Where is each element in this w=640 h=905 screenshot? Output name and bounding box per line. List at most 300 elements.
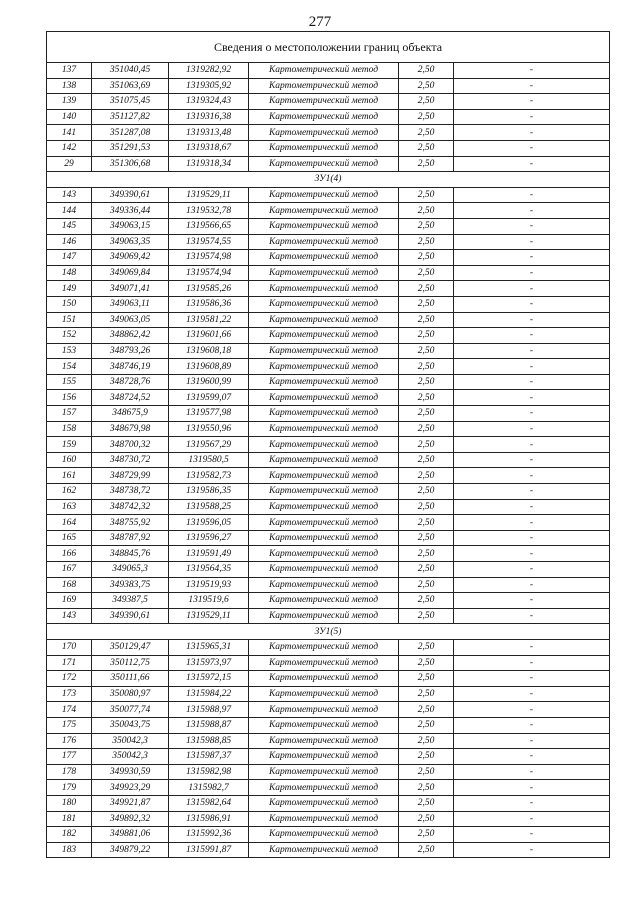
coord-y: 1319318,34 — [169, 156, 249, 172]
mt-cell: 2,50 — [399, 187, 454, 203]
point-number: 177 — [47, 749, 92, 765]
point-number: 155 — [47, 374, 92, 390]
mt-cell: 2,50 — [399, 780, 454, 796]
method-cell: Картометрический метод — [249, 187, 399, 203]
description-cell: - — [454, 328, 610, 344]
coord-x: 348729,99 — [92, 468, 169, 484]
table-row — [47, 827, 610, 843]
table-row — [47, 577, 610, 593]
table-row — [47, 639, 610, 655]
mt-cell: 2,50 — [399, 296, 454, 312]
method-cell: Картометрический метод — [249, 733, 399, 749]
point-number: 183 — [47, 842, 92, 858]
coord-y: 1319582,73 — [169, 468, 249, 484]
coord-y: 1319580,5 — [169, 452, 249, 468]
coord-x: 349063,11 — [92, 296, 169, 312]
table-row — [47, 733, 610, 749]
coord-y: 1319529,11 — [169, 608, 249, 624]
coord-x: 348862,42 — [92, 328, 169, 344]
coord-x: 348724,52 — [92, 390, 169, 406]
mt-cell: 2,50 — [399, 842, 454, 858]
coord-x: 348742,32 — [92, 499, 169, 515]
method-cell: Картометрический метод — [249, 686, 399, 702]
coord-y: 1319586,36 — [169, 296, 249, 312]
description-cell: - — [454, 421, 610, 437]
mt-cell: 2,50 — [399, 593, 454, 609]
point-number: 182 — [47, 827, 92, 843]
mt-cell: 2,50 — [399, 452, 454, 468]
coord-y: 1319550,96 — [169, 421, 249, 437]
table-row — [47, 515, 610, 531]
coord-y: 1319599,07 — [169, 390, 249, 406]
point-number: 138 — [47, 78, 92, 94]
coord-y: 1319577,98 — [169, 406, 249, 422]
table-row — [47, 187, 610, 203]
table-row — [47, 655, 610, 671]
coord-x: 349063,05 — [92, 312, 169, 328]
method-cell: Картометрический метод — [249, 764, 399, 780]
mt-cell: 2,50 — [399, 406, 454, 422]
point-number: 152 — [47, 328, 92, 344]
coord-x: 349387,5 — [92, 593, 169, 609]
method-cell: Картометрический метод — [249, 717, 399, 733]
coord-y: 1319566,65 — [169, 218, 249, 234]
table-row — [47, 811, 610, 827]
description-cell: - — [454, 94, 610, 110]
method-cell: Картометрический метод — [249, 437, 399, 453]
coord-x: 349390,61 — [92, 187, 169, 203]
mt-cell: 2,50 — [399, 250, 454, 266]
point-number: 145 — [47, 218, 92, 234]
description-cell: - — [454, 374, 610, 390]
description-cell: - — [454, 390, 610, 406]
coord-y: 1319588,25 — [169, 499, 249, 515]
coord-y: 1319574,55 — [169, 234, 249, 250]
coord-y: 1319591,49 — [169, 546, 249, 562]
mt-cell: 2,50 — [399, 109, 454, 125]
mt-cell: 2,50 — [399, 749, 454, 765]
coord-x: 351291,53 — [92, 140, 169, 156]
description-cell: - — [454, 484, 610, 500]
coord-x: 349063,35 — [92, 234, 169, 250]
mt-cell: 2,50 — [399, 63, 454, 79]
coord-x: 351063,69 — [92, 78, 169, 94]
coord-y: 1315982,98 — [169, 764, 249, 780]
description-cell: - — [454, 795, 610, 811]
description-cell: - — [454, 562, 610, 578]
mt-cell: 2,50 — [399, 764, 454, 780]
point-number: 159 — [47, 437, 92, 453]
point-number: 29 — [47, 156, 92, 172]
method-cell: Картометрический метод — [249, 655, 399, 671]
mt-cell: 2,50 — [399, 94, 454, 110]
method-cell: Картометрический метод — [249, 140, 399, 156]
method-cell: Картометрический метод — [249, 468, 399, 484]
coord-y: 1315965,31 — [169, 639, 249, 655]
table-row — [47, 686, 610, 702]
point-number: 160 — [47, 452, 92, 468]
coord-y: 1319596,05 — [169, 515, 249, 531]
description-cell: - — [454, 733, 610, 749]
point-number: 141 — [47, 125, 92, 141]
mt-cell: 2,50 — [399, 390, 454, 406]
point-number: 147 — [47, 250, 92, 266]
table-row — [47, 250, 610, 266]
table-row — [47, 702, 610, 718]
method-cell: Картометрический метод — [249, 63, 399, 79]
mt-cell: 2,50 — [399, 140, 454, 156]
coord-x: 349879,22 — [92, 842, 169, 858]
coord-x: 348787,92 — [92, 530, 169, 546]
coord-x: 348679,98 — [92, 421, 169, 437]
coord-y: 1319532,78 — [169, 203, 249, 219]
coord-x: 349921,87 — [92, 795, 169, 811]
mt-cell: 2,50 — [399, 312, 454, 328]
method-cell: Картометрический метод — [249, 109, 399, 125]
coord-x: 350043,75 — [92, 717, 169, 733]
mt-cell: 2,50 — [399, 218, 454, 234]
point-number: 157 — [47, 406, 92, 422]
description-cell: - — [454, 780, 610, 796]
method-cell: Картометрический метод — [249, 390, 399, 406]
point-number: 172 — [47, 671, 92, 687]
mt-cell: 2,50 — [399, 78, 454, 94]
coord-x: 350129,47 — [92, 639, 169, 655]
point-number: 146 — [47, 234, 92, 250]
coord-x: 349923,29 — [92, 780, 169, 796]
table-row — [47, 593, 610, 609]
coord-x: 348700,32 — [92, 437, 169, 453]
description-cell: - — [454, 499, 610, 515]
coord-y: 1319585,26 — [169, 281, 249, 297]
coord-x: 350042,3 — [92, 733, 169, 749]
coord-x: 348675,9 — [92, 406, 169, 422]
point-number: 161 — [47, 468, 92, 484]
coord-x: 349892,32 — [92, 811, 169, 827]
point-number: 174 — [47, 702, 92, 718]
table-row — [47, 764, 610, 780]
coord-x: 351075,45 — [92, 94, 169, 110]
table-title-row — [47, 32, 610, 63]
description-cell: - — [454, 109, 610, 125]
coord-y: 1315988,97 — [169, 702, 249, 718]
description-cell: - — [454, 156, 610, 172]
description-cell: - — [454, 343, 610, 359]
coord-x: 348755,92 — [92, 515, 169, 531]
coord-x: 349065,3 — [92, 562, 169, 578]
mt-cell: 2,50 — [399, 125, 454, 141]
method-cell: Картометрический метод — [249, 218, 399, 234]
coord-x: 349069,84 — [92, 265, 169, 281]
description-cell: - — [454, 842, 610, 858]
point-number: 162 — [47, 484, 92, 500]
description-cell: - — [454, 312, 610, 328]
table-row — [47, 421, 610, 437]
mt-cell: 2,50 — [399, 562, 454, 578]
coord-y: 1319316,38 — [169, 109, 249, 125]
point-number: 176 — [47, 733, 92, 749]
method-cell: Картометрический метод — [249, 593, 399, 609]
coord-y: 1315972,15 — [169, 671, 249, 687]
coord-y: 1315986,91 — [169, 811, 249, 827]
method-cell: Картометрический метод — [249, 296, 399, 312]
method-cell: Картометрический метод — [249, 203, 399, 219]
description-cell: - — [454, 452, 610, 468]
coord-y: 1315973,97 — [169, 655, 249, 671]
table-row — [47, 94, 610, 110]
table-row — [47, 156, 610, 172]
point-number: 169 — [47, 593, 92, 609]
coord-x: 349336,44 — [92, 203, 169, 219]
coord-x: 348793,26 — [92, 343, 169, 359]
table-row — [47, 328, 610, 344]
point-number: 171 — [47, 655, 92, 671]
coord-x: 351127,82 — [92, 109, 169, 125]
mt-cell: 2,50 — [399, 234, 454, 250]
method-cell: Картометрический метод — [249, 265, 399, 281]
description-cell: - — [454, 655, 610, 671]
table-row — [47, 390, 610, 406]
description-cell: - — [454, 406, 610, 422]
coord-x: 348738,72 — [92, 484, 169, 500]
coord-y: 1315982,7 — [169, 780, 249, 796]
mt-cell: 2,50 — [399, 671, 454, 687]
coord-x: 348728,76 — [92, 374, 169, 390]
mt-cell: 2,50 — [399, 639, 454, 655]
point-number: 163 — [47, 499, 92, 515]
mt-cell: 2,50 — [399, 795, 454, 811]
method-cell: Картометрический метод — [249, 452, 399, 468]
point-number: 164 — [47, 515, 92, 531]
point-number: 181 — [47, 811, 92, 827]
coord-y: 1319608,89 — [169, 359, 249, 375]
description-cell: - — [454, 749, 610, 765]
method-cell: Картометрический метод — [249, 780, 399, 796]
coord-x: 349390,61 — [92, 608, 169, 624]
description-cell: - — [454, 686, 610, 702]
coord-x: 349063,15 — [92, 218, 169, 234]
table-row — [47, 842, 610, 858]
mt-cell: 2,50 — [399, 281, 454, 297]
description-cell: - — [454, 78, 610, 94]
coord-x: 350077,74 — [92, 702, 169, 718]
description-cell: - — [454, 437, 610, 453]
table-row — [47, 140, 610, 156]
point-number: 153 — [47, 343, 92, 359]
mt-cell: 2,50 — [399, 546, 454, 562]
point-number: 149 — [47, 281, 92, 297]
boundary-coordinates-table — [46, 31, 610, 858]
method-cell: Картометрический метод — [249, 515, 399, 531]
table-row — [47, 265, 610, 281]
coord-x: 350080,97 — [92, 686, 169, 702]
coord-y: 1319608,18 — [169, 343, 249, 359]
description-cell: - — [454, 515, 610, 531]
coord-y: 1319600,99 — [169, 374, 249, 390]
coord-x: 348845,76 — [92, 546, 169, 562]
description-cell: - — [454, 218, 610, 234]
page-number: 277 — [308, 14, 332, 30]
coord-x: 350112,75 — [92, 655, 169, 671]
description-cell: - — [454, 187, 610, 203]
description-cell: - — [454, 593, 610, 609]
description-cell: - — [454, 140, 610, 156]
description-cell: - — [454, 577, 610, 593]
mt-cell: 2,50 — [399, 608, 454, 624]
coord-y: 1319305,92 — [169, 78, 249, 94]
method-cell: Картометрический метод — [249, 562, 399, 578]
mt-cell: 2,50 — [399, 733, 454, 749]
coord-y: 1319519,93 — [169, 577, 249, 593]
coord-x: 349930,59 — [92, 764, 169, 780]
coord-x: 348730,72 — [92, 452, 169, 468]
table-row — [47, 63, 610, 79]
point-number: 168 — [47, 577, 92, 593]
description-cell: - — [454, 671, 610, 687]
mt-cell: 2,50 — [399, 421, 454, 437]
method-cell: Картометрический метод — [249, 484, 399, 500]
table-row — [47, 109, 610, 125]
table-row — [47, 78, 610, 94]
table-row — [47, 374, 610, 390]
mt-cell: 2,50 — [399, 265, 454, 281]
point-number: 137 — [47, 63, 92, 79]
method-cell: Картометрический метод — [249, 671, 399, 687]
table-row — [47, 608, 610, 624]
coord-x: 351040,45 — [92, 63, 169, 79]
coord-x: 351306,68 — [92, 156, 169, 172]
table-row — [47, 484, 610, 500]
description-cell: - — [454, 546, 610, 562]
mt-cell: 2,50 — [399, 374, 454, 390]
method-cell: Картометрический метод — [249, 749, 399, 765]
table-row — [47, 671, 610, 687]
point-number: 151 — [47, 312, 92, 328]
table-row — [47, 749, 610, 765]
coord-y: 1319596,27 — [169, 530, 249, 546]
table-row — [47, 203, 610, 219]
coord-y: 1319318,67 — [169, 140, 249, 156]
method-cell: Картометрический метод — [249, 250, 399, 266]
point-number: 165 — [47, 530, 92, 546]
method-cell: Картометрический метод — [249, 702, 399, 718]
coord-y: 1319581,22 — [169, 312, 249, 328]
description-cell: - — [454, 234, 610, 250]
group-header-row — [47, 624, 610, 640]
coord-y: 1315992,36 — [169, 827, 249, 843]
point-number: 143 — [47, 187, 92, 203]
table-row — [47, 562, 610, 578]
point-number: 140 — [47, 109, 92, 125]
mt-cell: 2,50 — [399, 203, 454, 219]
coord-y: 1319324,43 — [169, 94, 249, 110]
coord-y: 1319586,35 — [169, 484, 249, 500]
method-cell: Картометрический метод — [249, 156, 399, 172]
description-cell: - — [454, 639, 610, 655]
coord-y: 1319564,35 — [169, 562, 249, 578]
method-cell: Картометрический метод — [249, 359, 399, 375]
method-cell: Картометрический метод — [249, 281, 399, 297]
description-cell: - — [454, 717, 610, 733]
mt-cell: 2,50 — [399, 328, 454, 344]
group-label: ЗУ1(5) — [47, 624, 610, 640]
mt-cell: 2,50 — [399, 702, 454, 718]
coord-x: 349071,41 — [92, 281, 169, 297]
table-row — [47, 406, 610, 422]
method-cell: Картометрический метод — [249, 795, 399, 811]
coord-y: 1319601,66 — [169, 328, 249, 344]
point-number: 148 — [47, 265, 92, 281]
point-number: 178 — [47, 764, 92, 780]
mt-cell: 2,50 — [399, 515, 454, 531]
mt-cell: 2,50 — [399, 499, 454, 515]
table-row — [47, 530, 610, 546]
method-cell: Картометрический метод — [249, 374, 399, 390]
table-row — [47, 359, 610, 375]
table-row — [47, 780, 610, 796]
coord-y: 1315982,64 — [169, 795, 249, 811]
description-cell: - — [454, 203, 610, 219]
method-cell: Картометрический метод — [249, 125, 399, 141]
table-row — [47, 717, 610, 733]
method-cell: Картометрический метод — [249, 406, 399, 422]
group-label: ЗУ1(4) — [47, 172, 610, 188]
description-cell: - — [454, 702, 610, 718]
table-row — [47, 281, 610, 297]
table-row — [47, 125, 610, 141]
point-number: 167 — [47, 562, 92, 578]
table-row — [47, 312, 610, 328]
coord-x: 350111,66 — [92, 671, 169, 687]
mt-cell: 2,50 — [399, 468, 454, 484]
coord-x: 351287,08 — [92, 125, 169, 141]
table-row — [47, 499, 610, 515]
coord-y: 1315988,85 — [169, 733, 249, 749]
method-cell: Картометрический метод — [249, 343, 399, 359]
mt-cell: 2,50 — [399, 577, 454, 593]
coord-y: 1319529,11 — [169, 187, 249, 203]
table-row — [47, 468, 610, 484]
mt-cell: 2,50 — [399, 827, 454, 843]
mt-cell: 2,50 — [399, 530, 454, 546]
table-row — [47, 296, 610, 312]
description-cell: - — [454, 281, 610, 297]
coord-x: 349383,75 — [92, 577, 169, 593]
method-cell: Картометрический метод — [249, 639, 399, 655]
coord-x: 348746,19 — [92, 359, 169, 375]
description-cell: - — [454, 811, 610, 827]
description-cell: - — [454, 250, 610, 266]
coord-y: 1315988,87 — [169, 717, 249, 733]
coord-y: 1319519,6 — [169, 593, 249, 609]
method-cell: Картометрический метод — [249, 530, 399, 546]
table-row — [47, 452, 610, 468]
coord-x: 349069,42 — [92, 250, 169, 266]
mt-cell: 2,50 — [399, 343, 454, 359]
coord-y: 1319574,98 — [169, 250, 249, 266]
description-cell: - — [454, 530, 610, 546]
table-body — [47, 32, 610, 858]
mt-cell: 2,50 — [399, 655, 454, 671]
table-row — [47, 795, 610, 811]
description-cell: - — [454, 608, 610, 624]
point-number: 173 — [47, 686, 92, 702]
description-cell: - — [454, 63, 610, 79]
table-row — [47, 437, 610, 453]
method-cell: Картометрический метод — [249, 328, 399, 344]
point-number: 158 — [47, 421, 92, 437]
coord-y: 1315984,22 — [169, 686, 249, 702]
